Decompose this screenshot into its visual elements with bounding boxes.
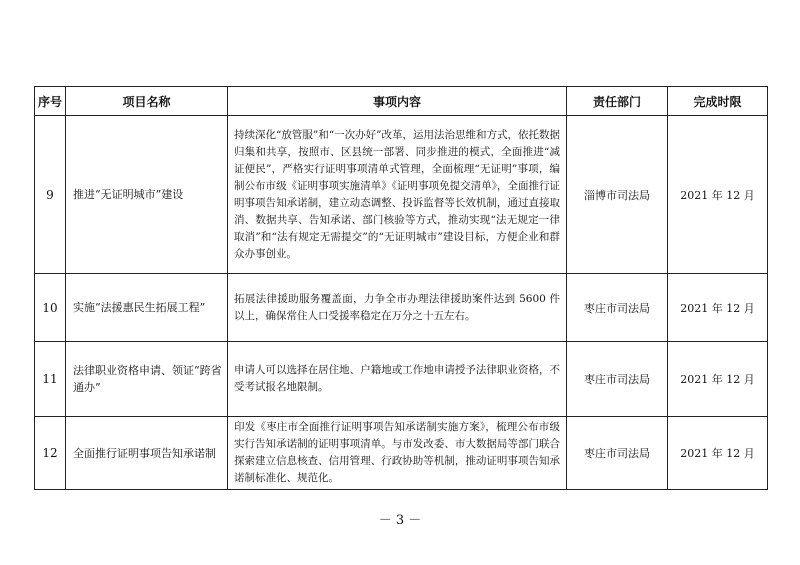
deadline: 2021 年 12 月: [668, 417, 768, 490]
responsible-dept: 枣庄市司法局: [567, 274, 668, 342]
project-content: 拓展法律援助服务覆盖面，力争全市办理法律援助案件达到 5600 件以上，确保常住人口受援率稳定在万分之十五左右。: [228, 274, 567, 342]
row-number: 9: [35, 116, 66, 274]
table-row: [35, 116, 768, 274]
row-number: 10: [35, 274, 66, 342]
header-content: 事项内容: [228, 87, 567, 116]
deadline: 2021 年 12 月: [668, 342, 768, 417]
project-name: 推进“无证明城市”建设: [66, 116, 228, 274]
project-name: 实施“法援惠民生拓展工程”: [66, 274, 228, 342]
header-time: 完成时限: [668, 87, 768, 116]
header-dept: 责任部门: [567, 87, 668, 116]
project-name: 法律职业资格申请、领证“跨省通办”: [66, 342, 228, 417]
page-number: － 3 －: [378, 513, 422, 528]
row-number: 12: [35, 417, 66, 490]
task-table: [34, 86, 768, 490]
project-content: 印发《枣庄市全面推行证明事项告知承诺制实施方案》，梳理公布市级实行告知承诺制的证明事项清单。与市发改委、市大数据局等部门联合探索建立信息核查、信用管理、行政协助等机制，推动证明事项告知承诺制标准化、规范化。: [228, 417, 567, 490]
table-header-row: [35, 87, 768, 116]
deadline: 2021 年 12 月: [668, 274, 768, 342]
deadline: 2021 年 12 月: [668, 116, 768, 274]
responsible-dept: 枣庄市司法局: [567, 342, 668, 417]
table-row: [35, 342, 768, 417]
table-row: [35, 274, 768, 342]
table-row: [35, 417, 768, 490]
project-name: 全面推行证明事项告知承诺制: [66, 417, 228, 490]
header-no: 序号: [35, 87, 66, 116]
project-content: 申请人可以选择在居住地、户籍地或工作地申请授予法律职业资格，不受考试报名地限制。: [228, 342, 567, 417]
responsible-dept: 淄博市司法局: [567, 116, 668, 274]
header-name: 项目名称: [66, 87, 228, 116]
responsible-dept: 枣庄市司法局: [567, 417, 668, 490]
project-content: 持续深化“放管服”和“一次办好”改革，运用法治思维和方式，依托数据归集和共享，按照市、区县统一部署、同步推进的模式，全面推进“减证便民”，严格实行证明事项清单式管理，全面梳理“无证明”事项，编制公布市级《证明事项实施清单》《证明事项免提交清单》，全面推行证明事项告知承诺制，建立动态调整、投诉监督等长效机制，通过直接取消、数据共享、告知承诺、部门核验等方式，推动实现“法无规定一律取消”和“法有规定无需提交”的“无证明城市”建设目标，方便企业和群众办事创业。: [228, 116, 567, 274]
row-number: 11: [35, 342, 66, 417]
